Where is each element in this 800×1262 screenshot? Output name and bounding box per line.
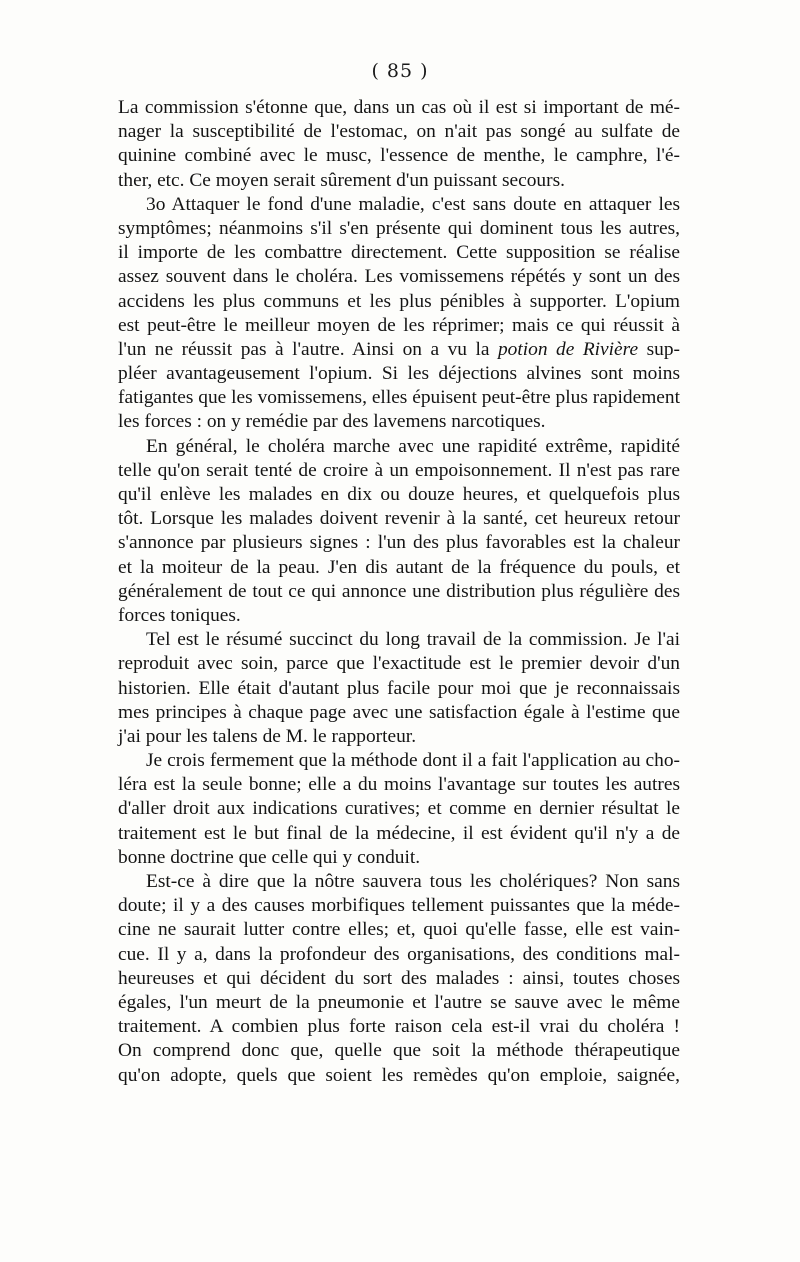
text-line: s'annonce par plusieurs signes : l'un des plus favorables est la chaleur: [118, 532, 680, 554]
text-line: cue. Il y a, dans la profondeur des organisations, des conditions mal-: [118, 943, 680, 965]
text-line: égales, l'un meurt de la pneumonie et l'autre se sauve avec le même: [118, 991, 680, 1013]
text-line: heureuses et qui décident du sort des malades : ainsi, toutes choses: [118, 967, 680, 989]
body-text: [118, 96, 680, 1088]
text-line: La commission s'étonne que, dans un cas où il est si important de mé-: [118, 97, 680, 118]
text-line: Je crois fermement que la méthode dont il a fait l'application au cho-: [146, 750, 680, 772]
italic-title: potion de Rivière: [497, 338, 639, 360]
text-line: et la moiteur de la peau. J'en dis autant de la fréquence du pouls, et: [118, 556, 680, 578]
text-run: l'un ne réussit pas à l'autre. Ainsi on a vu la: [118, 338, 498, 360]
text-line: quinine combiné avec le musc, l'essence de menthe, le camphre, l'é-: [118, 145, 680, 167]
text-line: généralement de tout ce qui annonce une distribution plus régulière des: [118, 580, 680, 602]
text-line: fatigantes que les vomissemens, elles épuisent peut-être plus rapidement: [118, 387, 680, 409]
text-line: qu'il enlève les malades en dix ou douze heures, et quelquefois plus: [118, 484, 680, 505]
text-line: traitement est le but final de la médecine, il est évident qu'il n'y a de: [118, 822, 680, 844]
text-line: nager la susceptibilité de l'estomac, on n'ait pas songé au sulfate de: [118, 121, 680, 143]
text-line: En général, le choléra marche avec une rapidité extrême, rapidité: [146, 435, 680, 457]
text-line: Est-ce à dire que la nôtre sauvera tous les cholériques? Non sans: [146, 871, 680, 892]
text-line: d'aller droit aux indications curatives; et comme en dernier résultat le: [118, 798, 680, 820]
text-line: j'ai pour les talens de M. le rapporteur.: [118, 725, 417, 747]
text-line: doute; il y a des causes morbifiques tellement puissantes que la méde-: [118, 895, 680, 917]
text-line: Tel est le résumé succinct du long travail de la commission. Je l'ai: [146, 629, 680, 651]
text-line: qu'on adopte, quels que soient les remèdes qu'on emploie, saignée,: [118, 1064, 680, 1086]
text-line: 3o Attaquer le fond d'une maladie, c'est sans doute en attaquer les: [146, 193, 680, 215]
page-number: ( 85 ): [371, 60, 429, 82]
text-line: symptômes; néanmoins s'il s'en présente qui dominent tous les autres,: [118, 217, 680, 239]
text-line: forces toniques.: [118, 604, 241, 626]
text-run: sup-: [638, 338, 680, 360]
text-line: pléer avantageusement l'opium. Si les déjections alvines sont moins: [118, 363, 680, 385]
text-line: est peut-être le meilleur moyen de les réprimer; mais ce qui réussit à: [118, 314, 680, 336]
text-line: tôt. Lorsque les malades doivent revenir à la santé, cet heureux retour: [118, 508, 680, 530]
text-line: On comprend donc que, quelle que soit la méthode thérapeutique: [118, 1040, 680, 1062]
text-line: léra est la seule bonne; elle a du moins l'avantage sur toutes les autres: [118, 774, 680, 796]
text-line: telle qu'on serait tenté de croire à un empoisonnement. Il n'est pas rare: [118, 459, 680, 481]
text-line: [118, 338, 680, 362]
text-line: traitement. A combien plus forte raison cela est-il vrai du choléra !: [118, 1016, 680, 1038]
text-line: cine ne saurait lutter contre elles; et, quoi qu'elle fasse, elle est vain-: [118, 919, 680, 941]
text-line: les forces : on y remédie par des lavemens narcotiques.: [118, 411, 546, 433]
text-line: reproduit avec soin, parce que l'exactitude est le premier devoir d'un: [118, 653, 680, 675]
text-line: il importe de les combattre directement. Cette supposition se réalise: [118, 242, 680, 264]
text-line: ther, etc. Ce moyen serait sûrement d'un puissant secours.: [118, 169, 565, 191]
text-line: mes principes à chaque page avec une satisfaction égale à l'estime que: [118, 701, 680, 723]
text-line: historien. Elle était d'autant plus facile pour moi que je reconnaissais: [118, 677, 680, 699]
text-line: bonne doctrine que celle qui y conduit.: [118, 846, 421, 868]
text-line: accidens les plus communs et les plus pénibles à supporter. L'opium: [118, 290, 680, 312]
text-line: assez souvent dans le choléra. Les vomissemens répétés y sont un des: [118, 266, 680, 288]
